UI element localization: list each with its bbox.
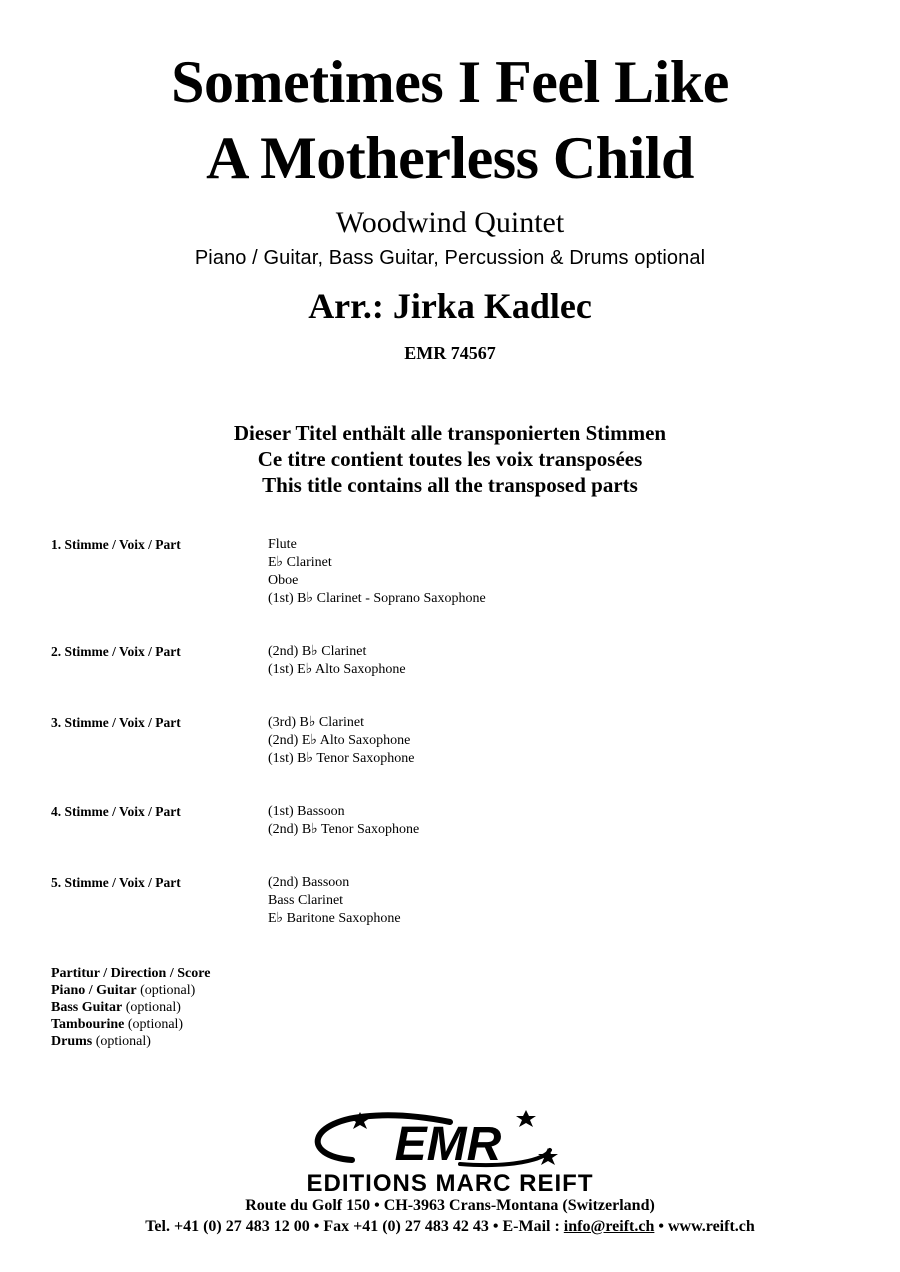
- part-4-instruments: [268, 803, 419, 839]
- instrument: (3rd) B♭ Clarinet: [268, 715, 365, 730]
- publisher-address: Route du Golf 150 • CH-3963 Crans-Montana (Switzerland): [245, 1197, 655, 1214]
- email-link[interactable]: info@reift.ch: [563, 1218, 655, 1235]
- part-1-instruments: [268, 536, 486, 608]
- emr-logo: [300, 1106, 600, 1172]
- part-4-label: 4. Stimme / Voix / Part: [51, 804, 181, 819]
- instrument: (2nd) E♭ Alto Saxophone: [268, 733, 411, 748]
- title-line-1: Sometimes I Feel Like: [171, 49, 729, 115]
- instrument: Bass Clarinet: [268, 893, 344, 908]
- instrument: (2nd) B♭ Clarinet: [268, 644, 367, 659]
- instrument: (2nd) Bassoon: [268, 875, 350, 890]
- emr-logo-text: EMR: [394, 1118, 502, 1171]
- notice-french: Ce titre contient toutes les voix transposées: [257, 447, 643, 471]
- instrument: E♭ Baritone Saxophone: [268, 911, 401, 926]
- instrument: Flute: [268, 537, 297, 552]
- extra-part: Partitur / Direction / Score: [51, 966, 211, 981]
- part-2-label: 2. Stimme / Voix / Part: [51, 644, 181, 659]
- title-line-2: A Motherless Child: [206, 125, 694, 191]
- extra-parts-list: [51, 965, 210, 1050]
- transposed-notice: [0, 420, 900, 498]
- part-5-label: 5. Stimme / Voix / Part: [51, 875, 181, 890]
- part-3-label: 3. Stimme / Voix / Part: [51, 715, 181, 730]
- instrument: (1st) B♭ Tenor Saxophone: [268, 751, 415, 766]
- subtitle: Woodwind Quintet: [335, 206, 565, 239]
- instrument: (1st) E♭ Alto Saxophone: [268, 662, 406, 677]
- part-3-instruments: [268, 714, 415, 768]
- instrumentation: Piano / Guitar, Bass Guitar, Percussion & Drums optional: [194, 247, 706, 269]
- notice-german: Dieser Titel enthält alle transponierten Stimmen: [233, 421, 667, 445]
- extra-part: Tambourine (optional): [51, 1017, 184, 1032]
- extra-part: Bass Guitar (optional): [51, 1000, 181, 1015]
- instrument: E♭ Clarinet: [268, 555, 332, 570]
- notice-english: This title contains all the transposed parts: [262, 473, 638, 497]
- instrument: (1st) B♭ Clarinet - Soprano Saxophone: [268, 591, 486, 606]
- arranger: Arr.: Jirka Kadlec: [308, 286, 592, 326]
- part-5-instruments: [268, 874, 401, 928]
- instrument: (2nd) B♭ Tenor Saxophone: [268, 822, 420, 837]
- catalog-number: EMR 74567: [404, 343, 496, 363]
- part-2-instruments: [268, 643, 406, 679]
- part-1-label: 1. Stimme / Voix / Part: [51, 537, 181, 552]
- instrument: Oboe: [268, 573, 299, 588]
- publisher-name: EDITIONS MARC REIFT: [306, 1170, 594, 1197]
- publisher-contact: Tel. +41 (0) 27 483 12 00 • Fax +41 (0) 27 483 42 43 • E-Mail : info@reift.ch • www.reift.ch: [145, 1218, 755, 1235]
- extra-part: Drums (optional): [51, 1034, 151, 1049]
- instrument: (1st) Bassoon: [268, 804, 345, 819]
- extra-part: Piano / Guitar (optional): [51, 983, 196, 998]
